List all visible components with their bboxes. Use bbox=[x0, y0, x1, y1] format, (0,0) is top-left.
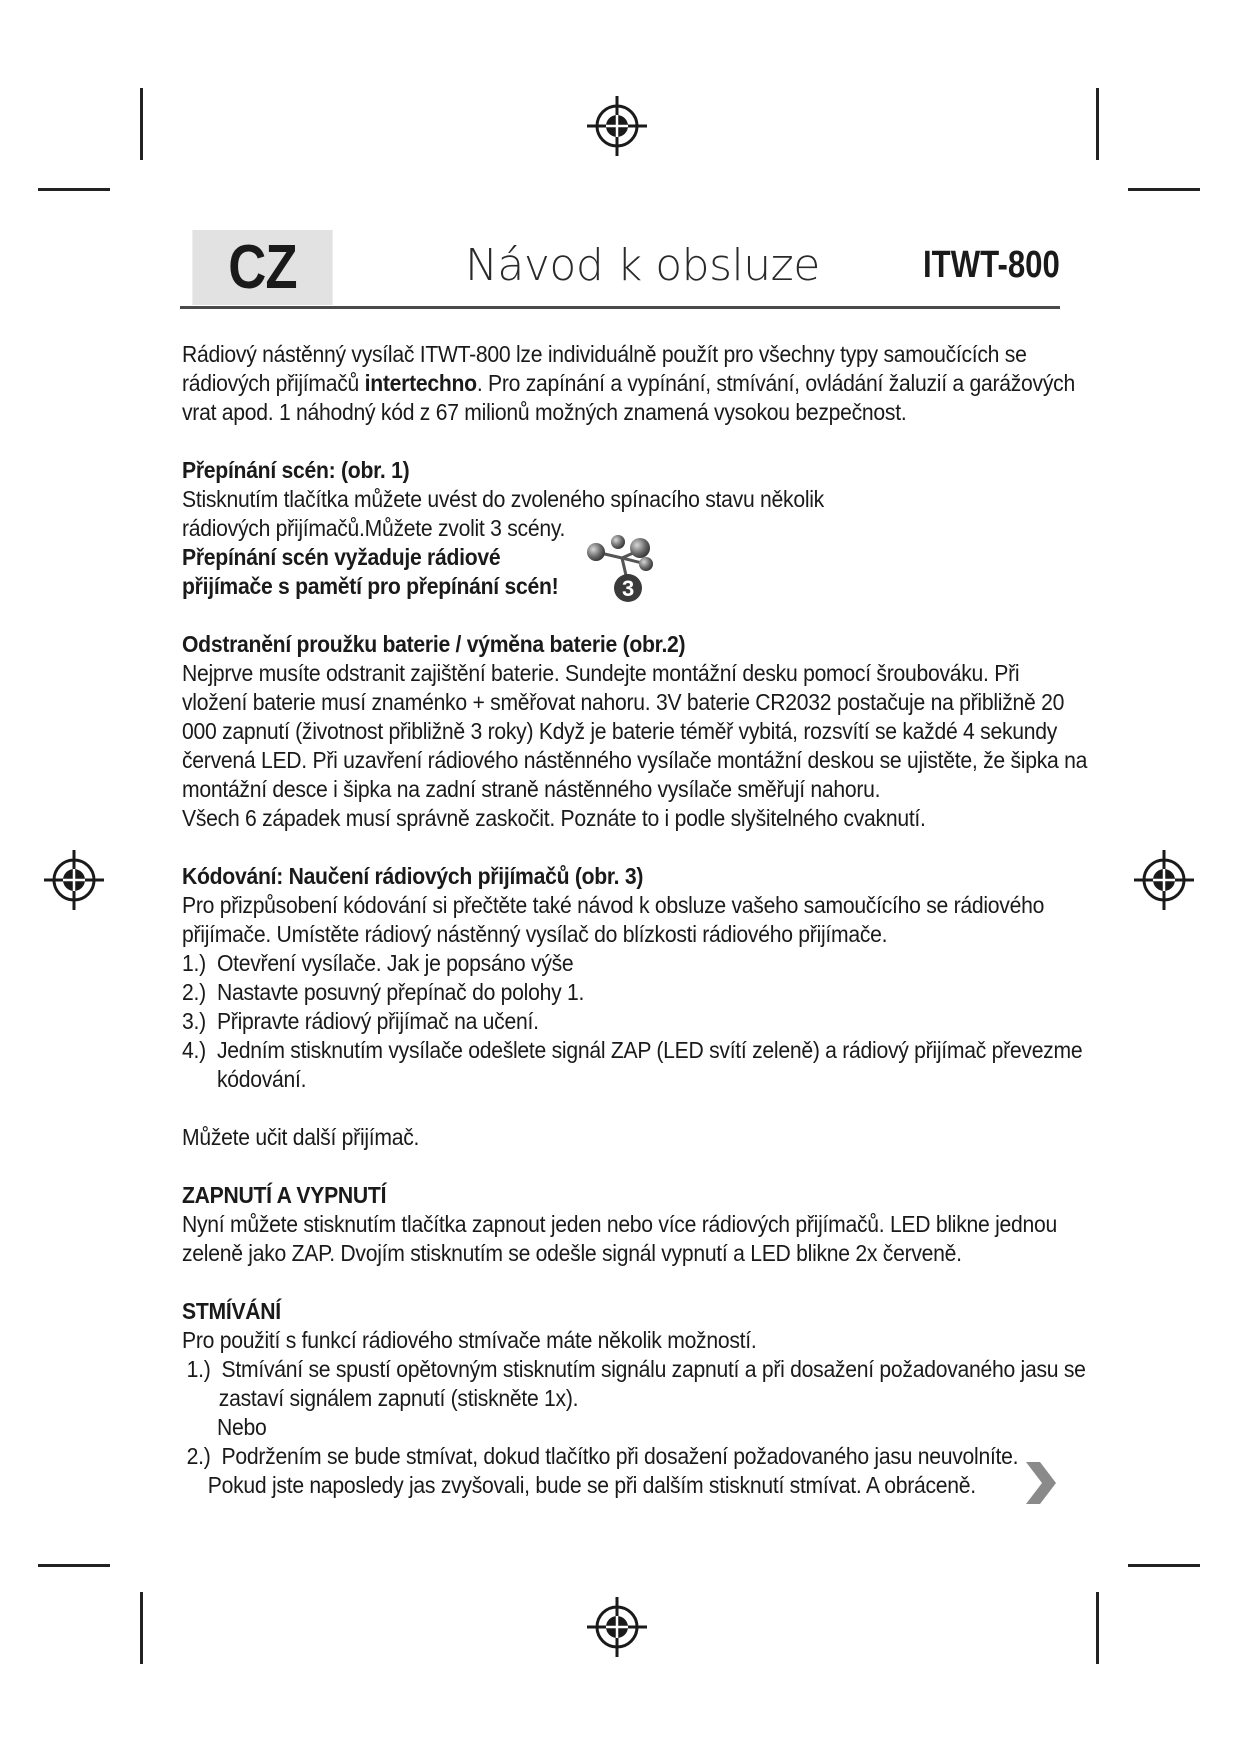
paragraph-line: 000 zapnutí (životnost přibližně 3 roky) Když je baterie téměř vybitá, rozsvítí se každé 4 sekundy bbox=[182, 718, 1058, 744]
list-text: Podržením se bude stmívat, dokud tlačítko při dosažení požadovaného jasu neuvolníte. bbox=[221, 1443, 1019, 1469]
warning-line: přijímače s pamětí pro přepínání scén! bbox=[182, 573, 559, 599]
crop-mark-top-right-vertical bbox=[1096, 88, 1099, 160]
paragraph-line: montážní desce i šipka na zadní straně nástěnného vysílače směřují nahoru. bbox=[182, 776, 881, 802]
section-heading: STMÍVÁNÍ bbox=[182, 1298, 281, 1324]
intro-line: Rádiový nástěnný vysílač ITWT-800 lze individuálně použít pro všechny typy samoučících se bbox=[182, 341, 1027, 367]
list-continuation: zastaví signálem zapnutí (stiskněte 1x). bbox=[218, 1385, 579, 1411]
model-name: ITWT-800 bbox=[923, 244, 1060, 286]
list-text: Připravte rádiový přijímač na učení. bbox=[216, 1008, 539, 1034]
crop-mark-top-right-horizontal bbox=[1128, 188, 1200, 191]
section-coding bbox=[182, 862, 1082, 1152]
paragraph-line: rádiových přijímačů.Můžete zvolit 3 scény. bbox=[182, 515, 566, 541]
registration-mark-icon bbox=[1132, 848, 1196, 912]
crop-mark-bottom-left-horizontal bbox=[38, 1564, 110, 1567]
page-header bbox=[180, 230, 1060, 308]
crop-mark-top-left-vertical bbox=[140, 88, 143, 160]
scene-count-label: 3 bbox=[622, 576, 634, 601]
crop-mark-bottom-left-vertical bbox=[140, 1592, 143, 1664]
list-item bbox=[182, 1007, 1010, 1036]
language-badge: CZ bbox=[192, 230, 332, 305]
list-item bbox=[182, 978, 1010, 1007]
paragraph-line: zeleně jako ZAP. Dvojím stisknutím se odešle signál vypnutí a LED blikne 2x červeně. bbox=[182, 1240, 962, 1266]
paragraph-line: Nejprve musíte odstranit zajištění baterie. Sundejte montážní desku pomocí šroubováku. Při bbox=[182, 660, 1020, 686]
section-on-off bbox=[182, 1181, 1082, 1268]
list-continuation: kódování. bbox=[216, 1066, 307, 1092]
intro-line: vrat apod. 1 náhodný kód z 67 milionů možných znamená vysokou bezpečnost. bbox=[182, 399, 907, 425]
list-number: 2.) bbox=[186, 1443, 211, 1469]
intro-line bbox=[182, 369, 1075, 398]
crop-mark-top-left-horizontal bbox=[38, 188, 110, 191]
warning-line: Přepínání scén vyžaduje rádiové bbox=[182, 544, 501, 570]
paragraph-line: Stisknutím tlačítka můžete uvést do zvoleného spínacího stavu několik bbox=[182, 486, 824, 512]
list-text: Stmívání se spustí opětovným stisknutím signálu zapnutí a při dosažení požadovaného jasu se bbox=[221, 1356, 1086, 1382]
list-number: 1.) bbox=[186, 1356, 211, 1382]
scene-molecule-icon bbox=[582, 528, 664, 610]
section-scenes bbox=[182, 456, 1082, 601]
registration-mark-icon bbox=[42, 848, 106, 912]
paragraph-line: Můžete učit další přijímač. bbox=[182, 1124, 420, 1150]
page-title: Návod k obsluze bbox=[465, 240, 820, 291]
list-text: Nastavte posuvný přepínač do polohy 1. bbox=[216, 979, 585, 1005]
header-divider bbox=[180, 306, 1060, 309]
list-number: 4.) bbox=[182, 1037, 206, 1063]
paragraph-line: červená LED. Při uzavření rádiového nástěnného vysílače montážní deskou se ujistěte, že šipka na bbox=[182, 747, 1088, 773]
section-heading: ZAPNUTÍ A VYPNUTÍ bbox=[182, 1182, 387, 1208]
paragraph-line: přijímače. Umístěte rádiový nástěnný vysílač do blízkosti rádiového přijímače. bbox=[182, 921, 888, 947]
paragraph-line: Pro přizpůsobení kódování si přečtěte také návod k obsluze vašeho samoučícího se rádiového bbox=[182, 892, 1045, 918]
registration-mark-icon bbox=[585, 1595, 649, 1659]
crop-mark-bottom-right-vertical bbox=[1096, 1592, 1099, 1664]
section-dimming bbox=[182, 1297, 1086, 1500]
registration-mark-icon bbox=[585, 94, 649, 158]
section-heading: Kódování: Naučení rádiových přijímačů (obr. 3) bbox=[182, 863, 644, 889]
section-heading: Odstranění proužku baterie / výměna baterie (obr.2) bbox=[182, 631, 686, 657]
section-battery bbox=[182, 630, 1088, 833]
paragraph-line: vložení baterie musí znaménko + směřovat nahoru. 3V baterie CR2032 postačuje na přibližně 20 bbox=[182, 689, 1065, 715]
paragraph-line: Nyní můžete stisknutím tlačítka zapnout jeden nebo více rádiových přijímačů. LED blikne jednou bbox=[182, 1211, 1058, 1237]
list-separator: Nebo bbox=[216, 1414, 267, 1440]
list-continuation: Pokud jste naposledy jas zvyšovali, bude se při dalším stisknutí stmívat. A obráceně. bbox=[207, 1472, 976, 1498]
list-number: 3.) bbox=[182, 1008, 206, 1034]
list-item bbox=[182, 1442, 1019, 1471]
intro-text: . Pro zapínání a vypínání, stmívání, ovládání žaluzií a garážových bbox=[476, 370, 1075, 396]
list-number: 2.) bbox=[182, 979, 206, 1005]
section-heading: Přepínání scén: (obr. 1) bbox=[182, 457, 410, 483]
next-page-chevron-icon[interactable] bbox=[1022, 1458, 1058, 1508]
brand-name: intertechno bbox=[364, 370, 477, 396]
list-number: 1.) bbox=[182, 950, 206, 976]
manual-body bbox=[182, 340, 1088, 1500]
paragraph-line: Všech 6 západek musí správně zaskočit. Poznáte to i podle slyšitelného cvaknutí. bbox=[182, 805, 926, 831]
list-item bbox=[182, 949, 1010, 978]
list-text: Jedním stisknutím vysílače odešlete signál ZAP (LED svítí zeleně) a rádiový přijímač převezme bbox=[216, 1037, 1083, 1063]
list-text: Otevření vysílače. Jak je popsáno výše bbox=[216, 950, 574, 976]
list-item bbox=[182, 1355, 1086, 1384]
intro-text: rádiových přijímačů bbox=[182, 370, 365, 396]
list-item bbox=[182, 1036, 1083, 1065]
paragraph-line: Pro použití s funkcí rádiového stmívače máte několik možností. bbox=[182, 1327, 757, 1353]
crop-mark-bottom-right-horizontal bbox=[1128, 1564, 1200, 1567]
